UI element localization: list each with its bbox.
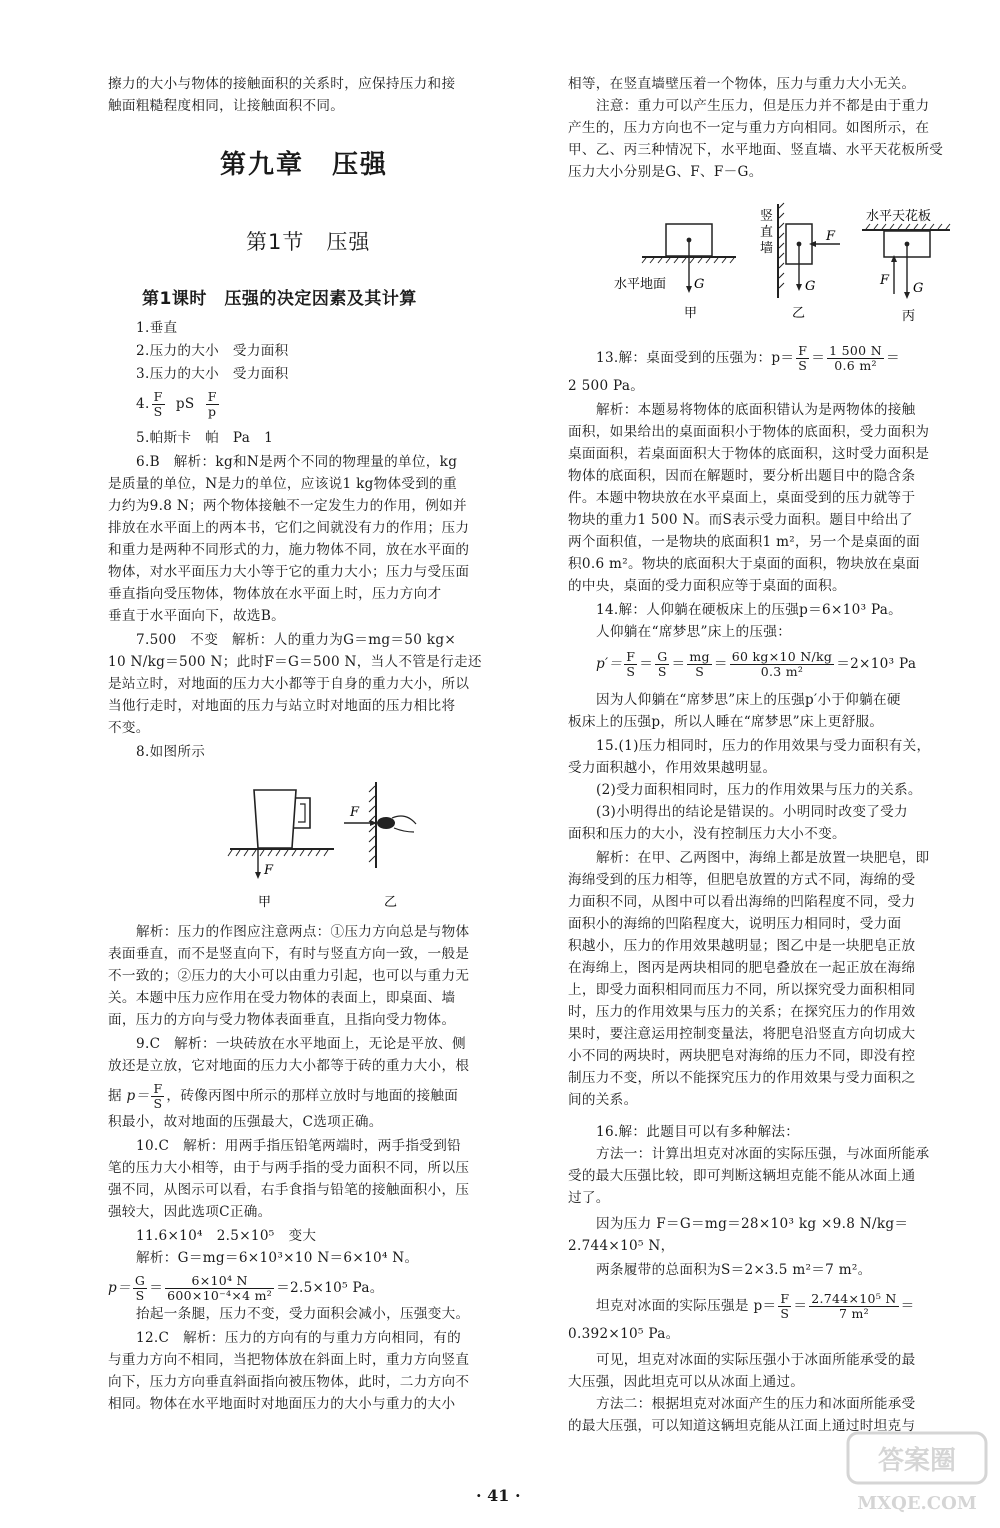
numerator: mg — [689, 649, 710, 664]
ceiling-label: 水平天花板 — [866, 209, 932, 224]
intro-line-1: 擦力的大小与物体的接触面积的关系时，应保持压力和接 — [108, 76, 456, 92]
q16-line: 方法二：根据坦克对冰面产生的压力和冰面所能承受 — [596, 1396, 916, 1412]
q15-jiexi-line: 制压力不变，所以不能探究压力的作用效果与受力面积之 — [568, 1070, 916, 1086]
q10-line: 10.C 解析：用两手指压铅笔两端时，两手指受到铅 — [136, 1138, 461, 1154]
q9-line: 放还是立放，它对地面的压力大小都等于砖的重力大小，根 — [108, 1058, 470, 1074]
q14-result: ＝2×10³ Pa — [836, 656, 917, 672]
lesson-title: 第1课时 压强的决定因素及其计算 — [142, 289, 417, 309]
q15-jiexi-line: 间的关系。 — [568, 1092, 638, 1108]
answer-2: 2.压力的大小 受力面积 — [136, 343, 289, 359]
answer-4-label: 4. — [136, 396, 150, 412]
q14-line-1: 14.解：人仰躺在硬板床上的压强p＝6×10³ Pa。 — [596, 602, 903, 618]
q14-end-line: 板床上的压强p，所以人睡在“席梦思”床上更舒服。 — [568, 714, 884, 730]
q15-jiexi-line: 海绵受到的压力相等，但肥皂放置的方式不同，海绵的受 — [568, 872, 916, 888]
fraction — [151, 1082, 164, 1111]
equals: ＝ — [671, 656, 686, 672]
figure-q8 — [226, 768, 426, 918]
fraction — [152, 390, 165, 419]
q16-line: 两条履带的总面积为S＝2×3.5 m²＝7 m²。 — [596, 1262, 872, 1278]
q10-line: 强不同，从图示可以看，右手食指与铅笔的接触面积小，压 — [108, 1182, 470, 1198]
q13-jiexi-line: 两个面积值，一是物块的底面积1 m²，另一个是桌面的面 — [568, 534, 921, 550]
numerator: 60 kg×10 N/kg — [731, 649, 833, 664]
q11-jiexi-1: 解析：G＝mg＝6×10³×10 N＝6×10⁴ N。 — [136, 1250, 419, 1266]
fraction — [133, 1274, 147, 1303]
q9-line-formula: 据 p＝ $\frac{F}{S}$ ，砖像丙图中所示的那样立放时与地面的接触面 — [108, 1081, 459, 1111]
numerator: F — [153, 389, 163, 404]
case-ground — [614, 224, 736, 321]
q10-line: 强较大，因此选项C正确。 — [108, 1204, 272, 1220]
q16-line: 2.744×10⁵ N， — [568, 1238, 675, 1254]
q13-text: 13.解：桌面受到的压强为：p＝ — [596, 350, 795, 366]
q15-line: (2)受力面积相同时，压力的作用效果与压力的关系。 — [596, 782, 922, 798]
section-title: 第1节 压强 — [246, 230, 371, 254]
numerator: F — [798, 343, 808, 358]
q11-result: ＝2.5×10⁵ Pa。 — [276, 1280, 384, 1296]
right-top-line: 相等，在竖直墙壁压着一个物体，压力与重力大小无关。 — [568, 76, 916, 92]
gravity-label: G — [913, 281, 924, 296]
q15-jiexi-line: 解析：在甲、乙两图中，海绵上都是放置一块肥皂，即 — [596, 850, 930, 866]
fraction — [165, 1274, 274, 1303]
q14-line-2: 人仰躺在“席梦思”床上的压强： — [596, 624, 792, 640]
fraction — [827, 344, 884, 373]
q7-line: 当他行走时，对地面的压力与站立时对地面的压力相比将 — [108, 698, 456, 714]
numerator: F — [780, 1291, 790, 1306]
q13-formula — [596, 344, 900, 373]
q13-jiexi-line: 解析：本题易将物体的底面积错认为是两物体的接触 — [596, 402, 916, 418]
fraction — [687, 650, 711, 679]
numerator: 2.744×10⁵ N — [811, 1291, 897, 1306]
case-wall — [760, 203, 840, 321]
wall-label-3: 墙 — [760, 241, 774, 256]
wall-diagram — [344, 782, 416, 910]
denominator: 600×10⁻⁴×4 m² — [167, 1288, 273, 1303]
denominator: S — [153, 404, 163, 419]
page-number: · 41 · — [476, 1486, 521, 1505]
force-label: F — [264, 863, 274, 878]
intro-line-2: 触面粗糙程度相同，让接触面积不同。 — [108, 98, 345, 114]
q15-line: 15.(1)压力相同时，压力的作用效果与受力面积有关， — [596, 738, 931, 754]
denominator: S — [153, 1096, 163, 1111]
figure-caption: 乙 — [792, 306, 806, 321]
q8-jiexi-line: 不一致的；②压力的大小可以由重力引起，也可以与重力无 — [108, 968, 470, 984]
q6-line: 垂直指向受压物体，物体放在水平面上时，压力方向才 — [108, 586, 442, 602]
q8-jiexi-line: 表面垂直，而不是竖直向下，有时与竖直方向一致，一般是 — [108, 946, 470, 962]
equals: ＝ — [900, 1298, 915, 1314]
q6-line: 力约为9.8 N；两个物体接触不一定发生力的作用，例如并 — [108, 498, 467, 514]
q15-jiexi-line: 面积小的海绵的凹陷程度大，说明压力相同时，受力面 — [568, 916, 902, 932]
q16-line: 的最大压强，可以知道这辆坦克能从江面上通过时坦克与 — [568, 1418, 916, 1434]
figure-caption: 丙 — [902, 309, 916, 324]
answer-4-mid: pS — [175, 396, 195, 412]
q7-line: 是站立时，对地面的压力大小都等于自身的重力大小，所以 — [108, 676, 470, 692]
numerator: G — [134, 1273, 146, 1288]
q6-line: 是质量的单位，N是力的单位，应该说1 kg物体受到的重 — [108, 476, 457, 492]
denominator: S — [657, 664, 667, 679]
q16-line: 过了。 — [568, 1190, 610, 1206]
denominator: S — [135, 1288, 145, 1303]
q15-jiexi-line: 力面积不同，从图中可以看出海绵的凹陷程度不同，受力 — [568, 894, 916, 910]
equals: ＝ — [149, 1280, 164, 1296]
q6-line: 和重力是两种不同形式的力，施力物体不同，放在水平面的 — [108, 542, 470, 558]
denominator: 0.3 m² — [760, 664, 804, 679]
q8-jiexi-line: 面，压力的方向与受力物体表面垂直，且指向受力物体。 — [108, 1012, 456, 1028]
watermark-logo — [842, 1425, 992, 1520]
q13-jiexi-line: 件。本题中物块放在水平桌面上，桌面受到的压力就等于 — [568, 490, 916, 506]
denominator: 0.6 m² — [834, 358, 877, 373]
q13-jiexi-line: 的中央，桌面的受力面积应等于桌面的面积。 — [568, 578, 846, 594]
q6-line: 排放在水平面上的两本书，它们之间就没有力的作用；压力 — [108, 520, 470, 536]
cup-diagram — [228, 790, 334, 910]
answer-3: 3.压力的大小 受力面积 — [136, 366, 289, 382]
equals: ＝ — [793, 1298, 808, 1314]
note-line: 压力大小分别是G、F、F－G。 — [568, 164, 763, 180]
svg-text:MXQE.COM: MXQE.COM — [857, 1493, 977, 1514]
q9-line: 积最小，故对地面的压强最大，C选项正确。 — [108, 1114, 383, 1130]
numerator: F — [626, 649, 636, 664]
q16-line: 因为压力 F＝G＝mg＝28×10³ kg ×9.8 N/kg＝ — [596, 1216, 909, 1232]
numerator: G — [657, 649, 668, 664]
denominator: S — [798, 358, 808, 373]
equals: ＝ — [885, 350, 900, 366]
q9-p: p＝ — [126, 1088, 150, 1104]
q16-line: 大压强，因此坦克可以从冰面上通过。 — [568, 1374, 805, 1390]
figure-pressure-cases — [612, 200, 992, 330]
q15-line: 面积和压力的大小，没有控制压力大小不变。 — [568, 826, 846, 842]
denominator: S — [626, 664, 636, 679]
svg-text:答案圈: 答案圈 — [877, 1446, 957, 1476]
q8-text: 8.如图所示 — [136, 744, 206, 760]
numerator: 1 500 N — [829, 343, 882, 358]
q7-line: 不变。 — [108, 720, 150, 736]
numerator: F — [207, 389, 217, 404]
wall-label-2: 直 — [760, 225, 774, 240]
equals: ＝ — [639, 656, 654, 672]
note-line: 产生的，压力方向也不一定与重力方向相同。如图所示，在 — [568, 120, 930, 136]
wall-label-1: 竖 — [760, 209, 774, 224]
q9-ju: 据 — [108, 1088, 122, 1104]
numerator: 6×10⁴ N — [165, 1274, 274, 1289]
q16-line: 16.解：此题目可以有多种解法： — [596, 1124, 800, 1140]
q13-jiexi-line: 面积，如果给出的桌面面积小于物体的底面积，受力面积为 — [568, 424, 930, 440]
q12-line: 相同。物体在水平地面时对地面压力的大小与重力的大小 — [108, 1396, 456, 1412]
q8-jiexi-line: 关。本题中压力应作用在受力物体的表面上，即桌面、墙 — [108, 990, 456, 1006]
q15-line: (3)小明得出的结论是错误的。小明同时改变了受力 — [596, 804, 908, 820]
q15-jiexi-line: 果时，要注意运用控制变量法，将肥皂沿竖直方向切成大 — [568, 1026, 916, 1042]
q14-p: p′＝ — [596, 656, 623, 672]
q6-line: 6.B 解析：kg和N是两个不同的物理量的单位，kg — [136, 454, 458, 470]
answer-1: 1.垂直 — [136, 320, 178, 336]
force-label: F — [880, 273, 890, 288]
equals: ＝ — [713, 656, 728, 672]
q13-jiexi-line: 物体的底面积，因而在解题时，要分析出题目中的隐含条 — [568, 468, 916, 484]
q10-line: 笔的压力大小相等，由于与两手指的受力面积不同，所以压 — [108, 1160, 470, 1176]
q11-jiexi-3: 抬起一条腿，压力不变，受力面积会减小，压强变大。 — [136, 1306, 470, 1322]
force-label: F — [826, 229, 836, 244]
fraction — [730, 650, 834, 679]
note-line: 注意：重力可以产生压力，但是压力并不都是由于重力 — [596, 98, 930, 114]
denominator: 7 m² — [838, 1306, 869, 1321]
force-label: F — [350, 805, 360, 820]
q7-line: 10 N/kg＝500 N；此时F＝G＝500 N，当人不管是行走还 — [108, 654, 482, 670]
q12-line: 向下，压力方向垂直斜面指向被压物体，此时，二力方向不 — [108, 1374, 470, 1390]
q9-line: 9.C 解析：一块砖放在水平地面上，无论是平放、侧 — [136, 1036, 466, 1052]
q16-line: 可见，坦克对冰面的实际压强小于冰面所能承受的最 — [596, 1352, 916, 1368]
q6-line: 垂直于水平面向下，故选B。 — [108, 608, 286, 624]
q15-line: 受力面积越小，作用效果越明显。 — [568, 760, 777, 776]
gravity-label: G — [694, 277, 705, 292]
q15-jiexi-line: 小不同的两块时，两块肥皂对海绵的压力不同，即没有控 — [568, 1048, 916, 1064]
q13-result: 2 500 Pa。 — [568, 378, 645, 394]
q16-line: 方法一：计算出坦克对冰面的实际压强，与冰面所能承 — [596, 1146, 930, 1162]
q12-line: 与重力方向不相同，当把物体放在斜面上时，重力方向竖直 — [108, 1352, 470, 1368]
q11-answer: 11.6×10⁴ 2.5×10⁵ 变大 — [136, 1228, 317, 1244]
figure-caption: 乙 — [384, 895, 398, 910]
fraction — [809, 1292, 898, 1321]
q15-jiexi-line: 上，即受力面积相同而压力不同，所以探究受力面积相同 — [568, 982, 916, 998]
q16-text: 坦克对冰面的实际压强是 p＝ — [596, 1298, 777, 1314]
fraction — [778, 1292, 791, 1321]
case-ceiling — [862, 208, 950, 324]
q15-jiexi-line: 积越小，压力的作用效果越明显；图乙中是一块肥皂正放 — [568, 938, 916, 954]
q13-jiexi-line: 桌面面积，若桌面面积大于物体的底面积，这时受力面积是 — [568, 446, 930, 462]
fraction — [624, 650, 637, 679]
q13-jiexi-line: 物块的重力1 500 N。而S表示受力面积。题目中给出了 — [568, 512, 913, 528]
q9-line: 砖像丙图中所示的那样立放时与地面的接触面 — [180, 1088, 459, 1104]
chapter-title: 第九章 压强 — [220, 150, 389, 180]
gravity-label: G — [805, 279, 816, 294]
q6-line: 物体，对水平面压力大小等于它的重力大小；压力与受压面 — [108, 564, 470, 580]
fraction — [655, 650, 669, 679]
q7-line: 7.500 不变 解析：人的重力为G＝mg＝50 kg× — [136, 632, 457, 648]
q15-jiexi-line: 在海绵上，图丙是两块相同的肥皂叠放在一起正放在海绵 — [568, 960, 916, 976]
q11-p: p＝ — [108, 1280, 131, 1296]
figure-caption: 甲 — [258, 895, 272, 910]
q12-line: 12.C 解析：压力的方向有的与重力方向相同，有的 — [136, 1330, 461, 1346]
q11-formula — [108, 1274, 384, 1303]
equals: ＝ — [811, 350, 826, 366]
q16-line: 受的最大压强比较，即可判断这辆坦克能不能从冰面上通 — [568, 1168, 916, 1184]
denominator: S — [695, 664, 705, 679]
q16-line: 0.392×10⁵ Pa。 — [568, 1326, 680, 1342]
q14-end-line: 因为人仰躺在“席梦思”床上的压强p′小于仰躺在硬 — [596, 692, 901, 708]
fraction — [796, 344, 809, 373]
fraction — [206, 390, 219, 419]
numerator: F — [153, 1081, 163, 1096]
q8-jiexi-line: 解析：压力的作图应注意两点：①压力方向总是与物体 — [136, 924, 470, 940]
q14-formula — [596, 650, 916, 679]
note-line: 甲、乙、丙三种情况下，水平地面、竖直墙、水平天花板所受 — [568, 142, 944, 158]
answer-4 — [136, 390, 221, 419]
denominator: S — [780, 1306, 790, 1321]
q15-jiexi-line: 时，压力的作用效果与压力的关系；在探究压力的作用效 — [568, 1004, 916, 1020]
ground-label: 水平地面 — [614, 277, 667, 292]
denominator: p — [208, 404, 217, 419]
q16-formula — [596, 1292, 915, 1321]
figure-caption: 甲 — [684, 306, 698, 321]
answer-5: 5.帕斯卡 帕 Pa 1 — [136, 430, 274, 446]
q13-jiexi-line: 积0.6 m²。物块的底面积大于桌面的面积，物块放在桌面 — [568, 556, 920, 572]
